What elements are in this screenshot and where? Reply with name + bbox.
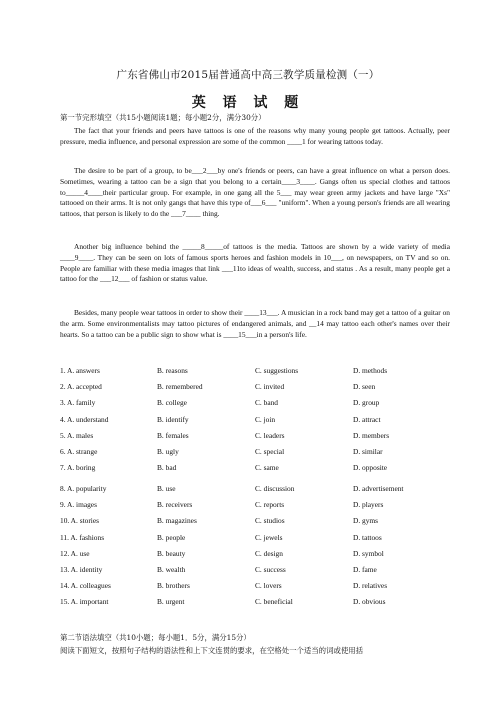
option-choice: C. band	[255, 398, 278, 408]
option-choice: B. remembered	[157, 382, 203, 392]
exam-title: 广东省佛山市2015届普通高中高三教学质量检测（一）	[116, 69, 380, 81]
option-choice: D. similar	[353, 446, 383, 456]
option-row	[60, 382, 443, 398]
option-choice: D. advertisement	[353, 484, 404, 493]
option-choice: C. lovers	[255, 581, 282, 591]
option-choice: B. ugly	[157, 446, 179, 456]
option-choice: 9. A. images	[60, 500, 97, 510]
option-choice: D. tattoos	[353, 532, 382, 542]
option-row	[60, 565, 443, 581]
options-table-2	[60, 484, 443, 614]
option-choice: 10. A. stories	[60, 516, 100, 526]
options-table-1	[60, 366, 443, 479]
option-choice: D. opposite	[353, 463, 388, 473]
option-choice: D. fame	[353, 564, 377, 574]
option-choice: 3. A. family	[60, 398, 96, 408]
option-row	[60, 597, 443, 613]
passage-paragraph-3: Another big influence behind the _____8_____of tattoos is the media. Tattoos are shown by a wide variety of media ____9____. They can be seen on lots of famous sports heroes and fashion models in 10___, on newspapers, on TV and so on. People are familiar with these media images that link ___11to ideas of wealth, success, and status . As a result, many people get a tattoo for the ___12___ of fashion or status value.	[60, 242, 450, 284]
option-choice: C. reports	[255, 500, 285, 510]
passage-paragraph-2: The desire to be part of a group, to be___2___by one's friends or peers, can have a great influence on what a person does. Sometimes, wearing a tattoo can be a sign that you belong to a certain____3____. Gangs often us special clothes and tattoos to_____4____their particular group. For example, in one gang all the 5___ may wear green army jackets and have large "Xs" tattooed on their arms. It is not only gangs that have this type of___6___ "uniform". When a young person's friends are all wearing tattoos, that person is likely to do the ___7____ thing.	[60, 166, 450, 219]
option-choice: B. females	[157, 430, 189, 440]
option-row	[60, 447, 443, 463]
option-choice: B. people	[157, 532, 186, 542]
subject-title: 英 语 试 题	[191, 95, 305, 111]
option-choice: 14. A. colleagues	[60, 581, 111, 591]
option-choice: C. beneficial	[255, 597, 293, 607]
section2-heading: 第二节语法填空（共10小题；每小题1．5分，满分15分）	[60, 633, 251, 642]
option-choice: C. studios	[255, 516, 285, 526]
option-row	[60, 398, 443, 414]
passage-paragraph-4: Besides, many people wear tattoos in order to show their ____13___. A musician in a rock band may get a tattoo of a guitar on the arm. Some environmentalists may tattoo pictures of endangered animals, and __14 may tattoo each other's names over their hearts. So a tattoo can be a public sign to show what is ____15___in a person's life.	[60, 308, 450, 339]
option-row	[60, 500, 443, 516]
option-choice: 7. A. boring	[60, 463, 96, 473]
option-choice: 1. A. answers	[60, 366, 100, 375]
option-choice: D. obvious	[353, 597, 386, 607]
option-choice: 4. A. understand	[60, 414, 109, 424]
option-choice: B. urgent	[157, 597, 185, 607]
option-choice: 13. A. identity	[60, 564, 103, 574]
option-choice: B. identify	[157, 414, 189, 424]
option-choice: D. group	[353, 398, 380, 408]
option-choice: B. college	[157, 398, 187, 408]
option-choice: C. leaders	[255, 430, 285, 440]
option-choice: B. reasons	[157, 366, 188, 375]
option-choice: B. brothers	[157, 581, 190, 591]
option-choice: B. beauty	[157, 548, 186, 558]
option-choice: 6. A. strange	[60, 446, 98, 456]
option-row	[60, 366, 443, 382]
option-row	[60, 516, 443, 532]
option-choice: C. join	[255, 414, 276, 424]
option-choice: B. bad	[157, 463, 177, 473]
option-choice: D. symbol	[353, 548, 384, 558]
option-choice: 12. A. use	[60, 548, 90, 558]
option-choice: 8. A. popularity	[60, 484, 107, 493]
option-choice: 11. A. fashions	[60, 532, 105, 542]
option-row	[60, 549, 443, 565]
option-row	[60, 533, 443, 549]
option-choice: B. wealth	[157, 564, 186, 574]
option-choice: B. receivers	[157, 500, 193, 510]
option-choice: C. invited	[255, 382, 285, 392]
option-choice: 15. A. important	[60, 597, 109, 607]
option-choice: 5. A. males	[60, 430, 94, 440]
option-choice: C. special	[255, 446, 285, 456]
option-choice: D. members	[353, 430, 390, 440]
section2-instruction: 阅读下面短文，按照句子结构的语法性和上下文连贯的要求，在空格处一个适当的词或使用括	[60, 646, 364, 655]
option-row	[60, 581, 443, 597]
option-choice: B. use	[157, 484, 176, 493]
option-choice: C. same	[255, 463, 279, 473]
option-row	[60, 415, 443, 431]
option-choice: C. discussion	[255, 484, 295, 493]
option-choice: C. design	[255, 548, 283, 558]
option-choice: B. magazines	[157, 516, 197, 526]
option-choice: D. methods	[353, 366, 388, 375]
option-choice: D. seen	[353, 382, 376, 392]
option-choice: D. gyms	[353, 516, 379, 526]
option-row	[60, 431, 443, 447]
option-choice: D. attract	[353, 414, 381, 424]
option-choice: C. suggestions	[255, 366, 299, 375]
option-row	[60, 484, 443, 500]
section1-heading: 第一节完形填空（共15小题阅读1题；每小题2分，满分30分）	[60, 113, 266, 122]
option-choice: C. jewels	[255, 532, 283, 542]
option-choice: 2. A. accepted	[60, 382, 102, 392]
passage-paragraph-1: The fact that your friends and peers have tattoos is one of the reasons why many young people get tattoos. Actually, peer pressure, media influence, and personal expression are some of the common ____1 for wearing tattoos today.	[60, 126, 450, 146]
option-row	[60, 463, 443, 479]
option-choice: D. players	[353, 500, 384, 510]
option-choice: C. success	[255, 564, 286, 574]
option-choice: D. relatives	[353, 581, 388, 591]
